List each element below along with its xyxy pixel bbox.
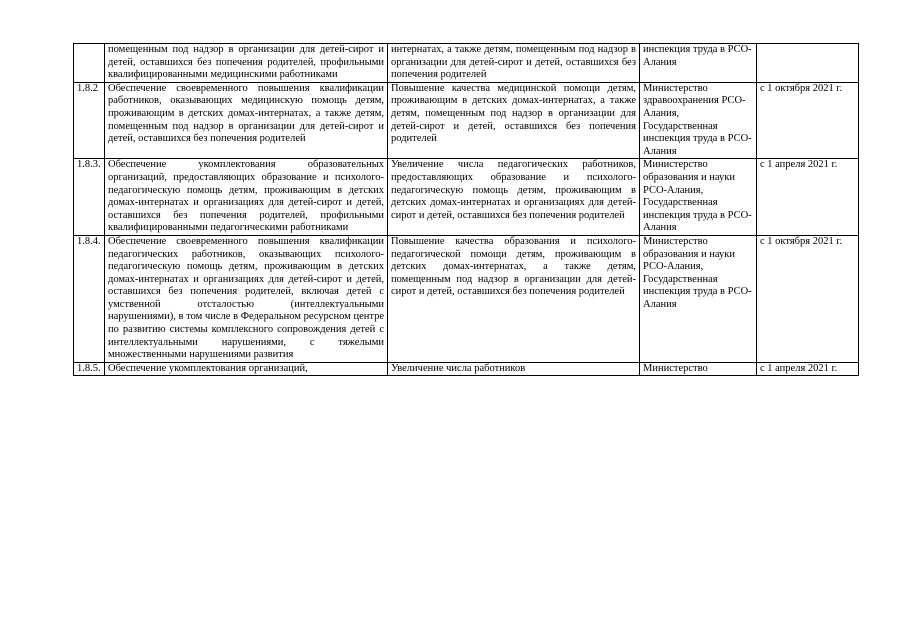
executor-cell: Министерство здравоохранения РСО-Алания, Государственная инспекция труда в РСО-Алания xyxy=(640,82,757,159)
result-cell: Повышение качества образования и психолого-педагогической помощи детям, проживающим в детских домах-интернатах, а также детям, помещенным под надзор в организации для детей-сирот и детей, оставшихся без попечения родителей xyxy=(388,235,640,362)
table-row xyxy=(74,159,859,236)
term-cell: с 1 октября 2021 г. xyxy=(757,235,859,362)
measure-cell: Обеспечение укомплектования образовательных организаций, предоставляющих образование и психолого-педагогическую помощь детям, проживающим в детских домах-интернатах и организациях для детей-сирот и детей, оставшихся без попечения родителей, профильными квалифицированными педагогическими работниками xyxy=(105,159,388,236)
measure-cell: Обеспечение своевременного повышения квалификации педагогических работников, оказывающих психолого-педагогическую помощь детям, проживающим в детских домах-интернатах и организациях для детей-сирот и детей, оставшихся без попечения родителей, включая детей с умственной отсталостью (интеллектуальными нарушениями), в том числе в Федеральном ресурсном центре по развитию системы комплексного сопровождения детей с интеллектуальными нарушениями, с тяжелыми множественными нарушениями развития xyxy=(105,235,388,362)
table-row xyxy=(74,362,859,376)
term-cell: с 1 апреля 2021 г. xyxy=(757,159,859,236)
executor-cell: инспекция труда в РСО-Алания xyxy=(640,44,757,83)
row-number: 1.8.4. xyxy=(74,235,105,362)
term-cell: с 1 октября 2021 г. xyxy=(757,82,859,159)
result-cell: Увеличение числа работников xyxy=(388,362,640,376)
result-cell: Увеличение числа педагогических работников, предоставляющих образование и психолого- педагогическую помощь детям, проживающим в детских домах-интернатах и организациях для детей-сирот и детей, оставшихся без попечения родителей xyxy=(388,159,640,236)
term-cell xyxy=(757,44,859,83)
table-row xyxy=(74,44,859,83)
measures-table xyxy=(73,43,859,376)
result-cell: интернатах, а также детям, помещенным под надзор в организации для детей-сирот и детей, оставшихся без попечения родителей xyxy=(388,44,640,83)
row-number xyxy=(74,44,105,83)
measure-cell: Обеспечение укомплектования организаций, xyxy=(105,362,388,376)
row-number: 1.8.5. xyxy=(74,362,105,376)
table-row xyxy=(74,82,859,159)
row-number: 1.8.3. xyxy=(74,159,105,236)
row-number: 1.8.2 xyxy=(74,82,105,159)
result-cell: Повышение качества медицинской помощи детям, проживающим в детских домах-интернатах, а также детям, помещенным под надзор в организации для детей-сирот и детей, оставшихся без попечения родителей xyxy=(388,82,640,159)
executor-cell: Министерство образования и науки РСО-Алания, Государственная инспекция труда в РСО-Алания xyxy=(640,235,757,362)
executor-cell: Министерство образования и науки РСО-Алания, Государственная инспекция труда в РСО-Алания xyxy=(640,159,757,236)
term-cell: с 1 апреля 2021 г. xyxy=(757,362,859,376)
executor-cell: Министерство xyxy=(640,362,757,376)
table-row xyxy=(74,235,859,362)
measure-cell: Обеспечение своевременного повышения квалификации работников, оказывающих медицинскую помощь детям, проживающим в детских домах-интернатах, а также детям, помещенным под надзор в организации для детей-сирот и детей, оставшихся без попечения родителей xyxy=(105,82,388,159)
measure-cell: помещенным под надзор в организации для детей-сирот и детей, оставшихся без попечения родителей, профильными квалифицированными медицинскими работниками xyxy=(105,44,388,83)
